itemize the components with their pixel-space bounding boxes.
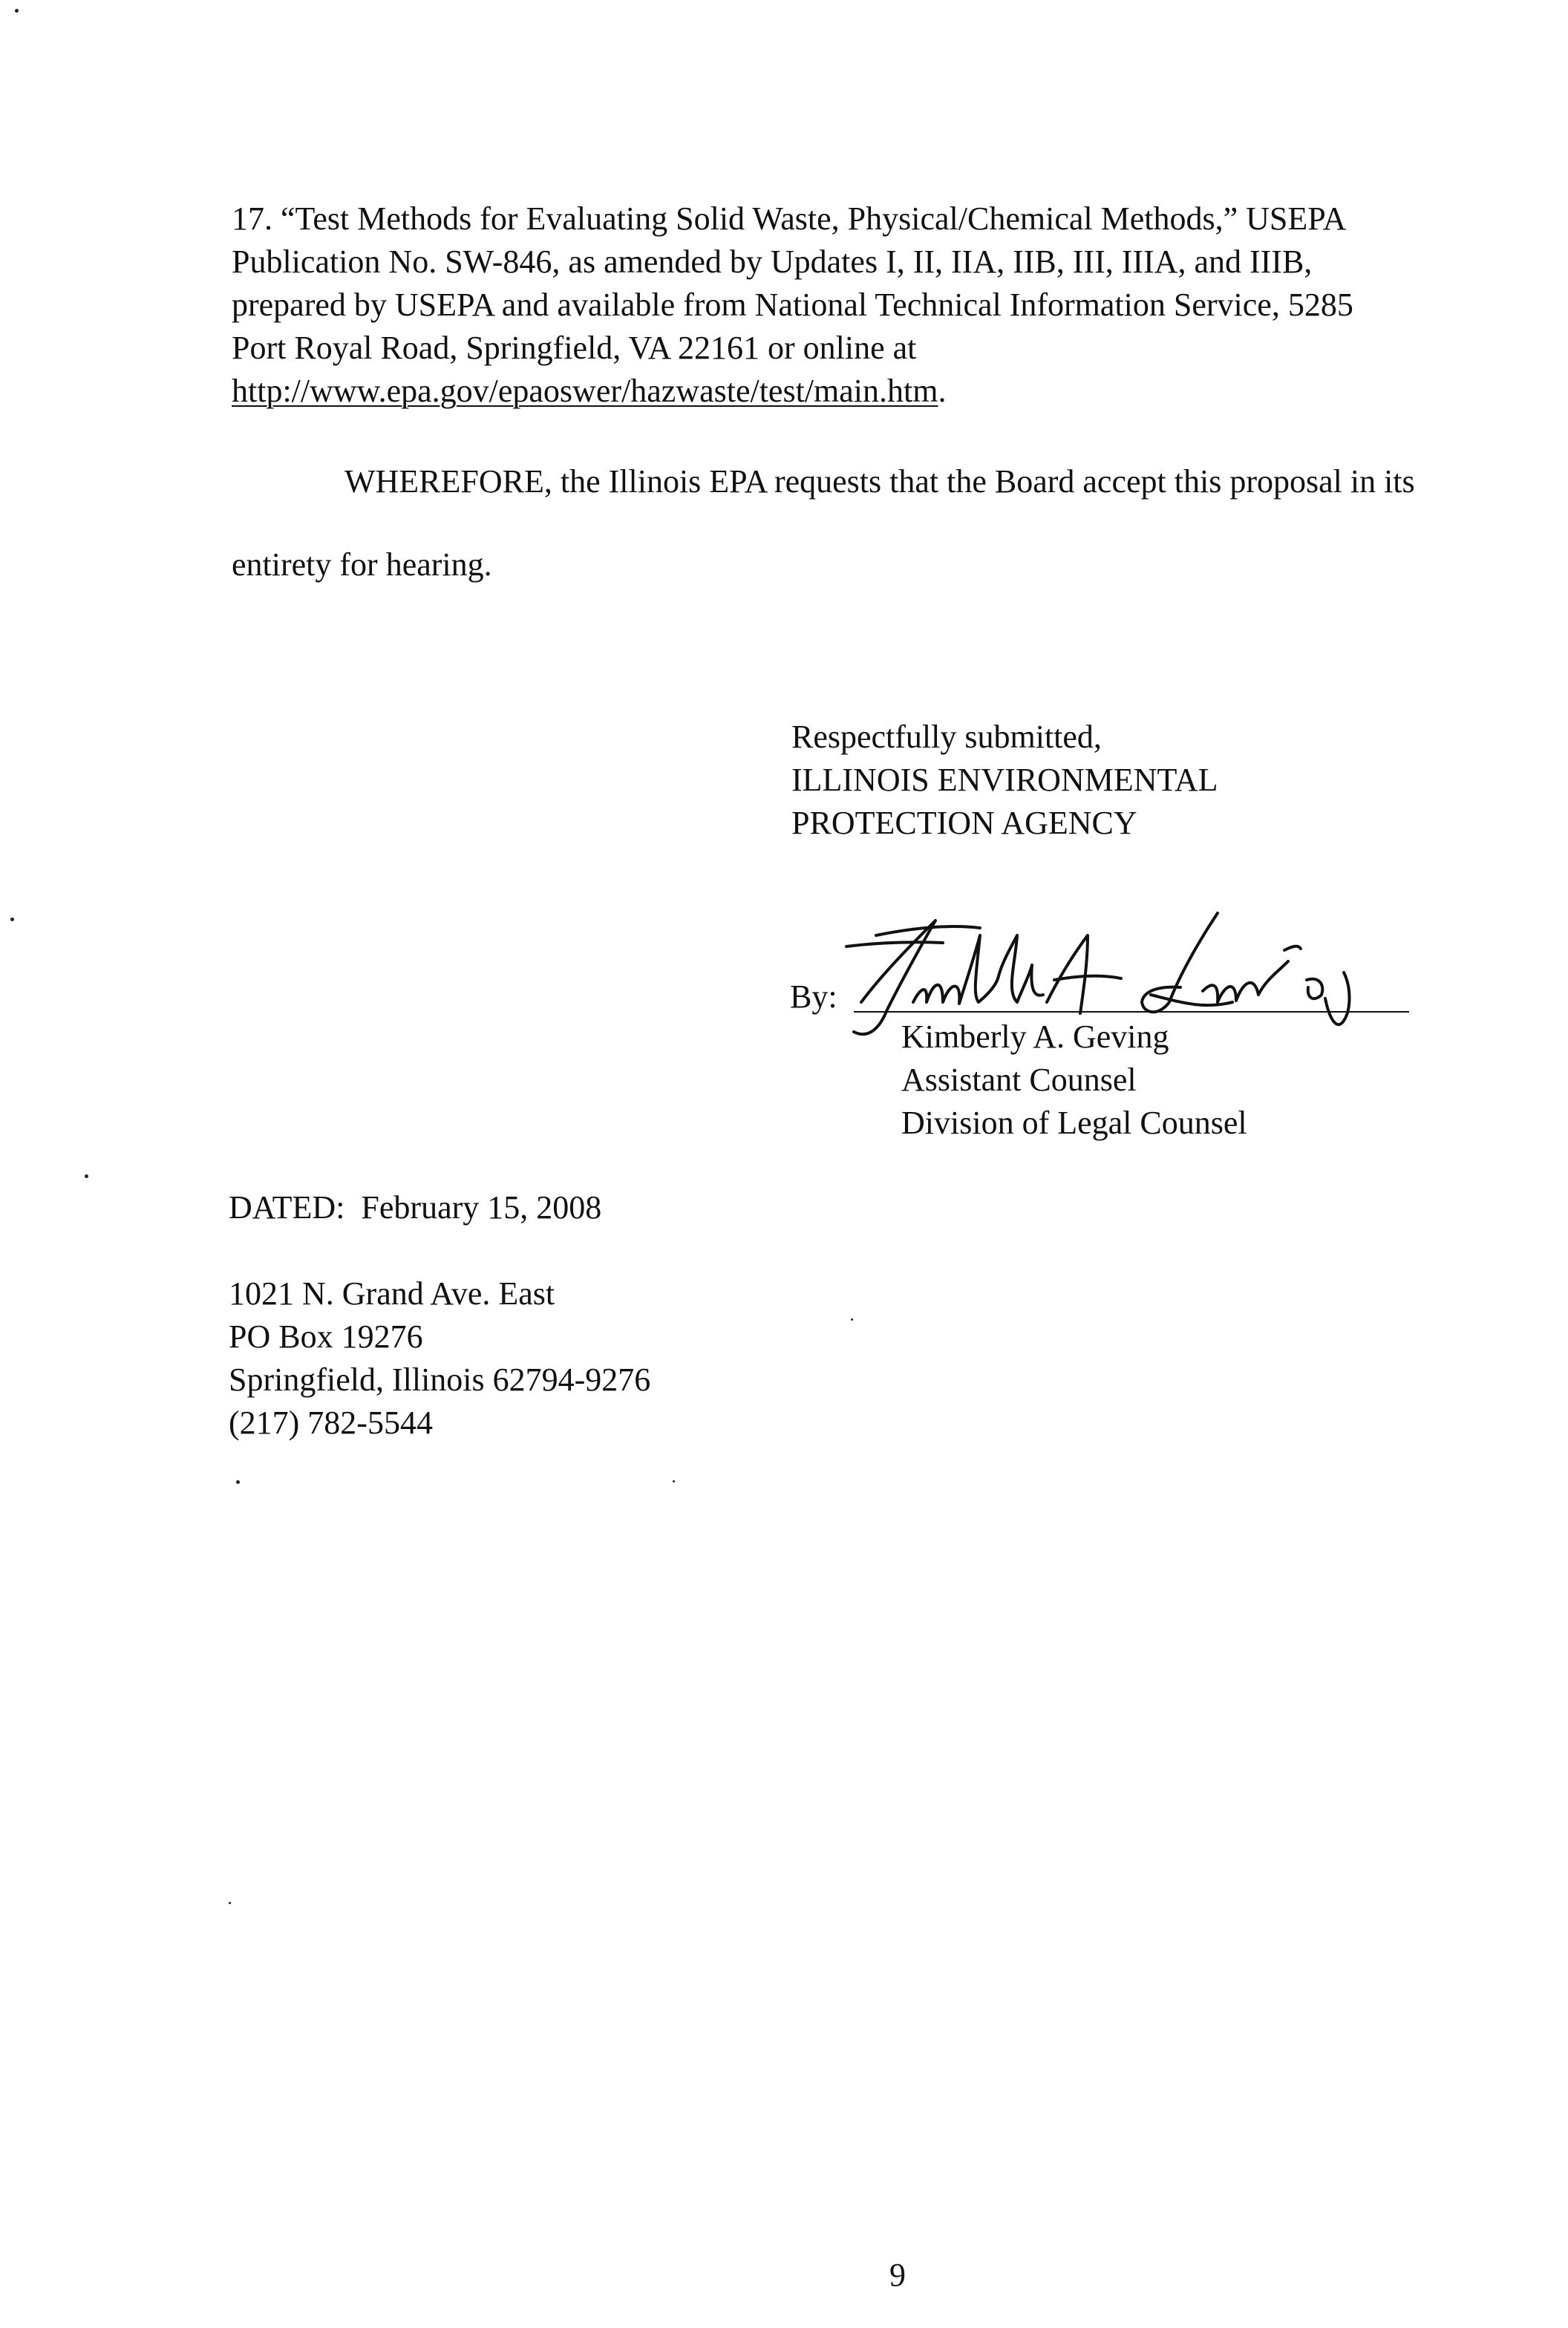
dated-line: DATED: February 15, 2008 [229, 1189, 602, 1226]
agency-name-line-2: PROTECTION AGENCY [791, 805, 1137, 841]
scan-speck [85, 1174, 88, 1178]
scan-speck [15, 9, 19, 13]
signer-title: Assistant Counsel [901, 1062, 1137, 1098]
scan-speck [851, 1318, 853, 1321]
scan-speck [236, 1480, 240, 1484]
reference-17-line-3: prepared by USEPA and available from National Technical Information Service, 5285 [232, 287, 1353, 323]
respectfully-submitted: Respectfully submitted, [791, 719, 1102, 755]
agency-name-line-1: ILLINOIS ENVIRONMENTAL [791, 762, 1218, 798]
reference-17-url-line [232, 370, 946, 413]
url-period: . [938, 373, 947, 409]
epa-test-methods-link[interactable]: http://www.epa.gov/epaoswer/hazwaste/test/main.htm [232, 373, 938, 409]
scan-speck [10, 918, 14, 921]
address-line-4: (217) 782-5544 [229, 1405, 433, 1441]
signer-division: Division of Legal Counsel [901, 1105, 1247, 1141]
by-label: By: [790, 978, 837, 1015]
scan-speck [229, 1902, 231, 1904]
address-line-2: PO Box 19276 [229, 1318, 423, 1355]
wherefore-line-1: WHEREFORE, the Illinois EPA requests that the Board accept this proposal in its [344, 463, 1415, 500]
reference-17-line-1: 17. “Test Methods for Evaluating Solid Waste, Physical/Chemical Methods,” USEPA [232, 200, 1347, 237]
scan-speck [673, 1480, 675, 1482]
reference-17-line-4: Port Royal Road, Springfield, VA 22161 or online at [232, 330, 917, 366]
signer-name: Kimberly A. Geving [901, 1018, 1169, 1055]
reference-17-line-2: Publication No. SW-846, as amended by Updates I, II, IIA, IIB, III, IIIA, and IIIB, [232, 243, 1313, 280]
address-line-3: Springfield, Illinois 62794-9276 [229, 1361, 651, 1398]
page-number: 9 [889, 2257, 906, 2293]
wherefore-line-2: entirety for hearing. [232, 546, 492, 583]
address-line-1: 1021 N. Grand Ave. East [229, 1275, 555, 1312]
